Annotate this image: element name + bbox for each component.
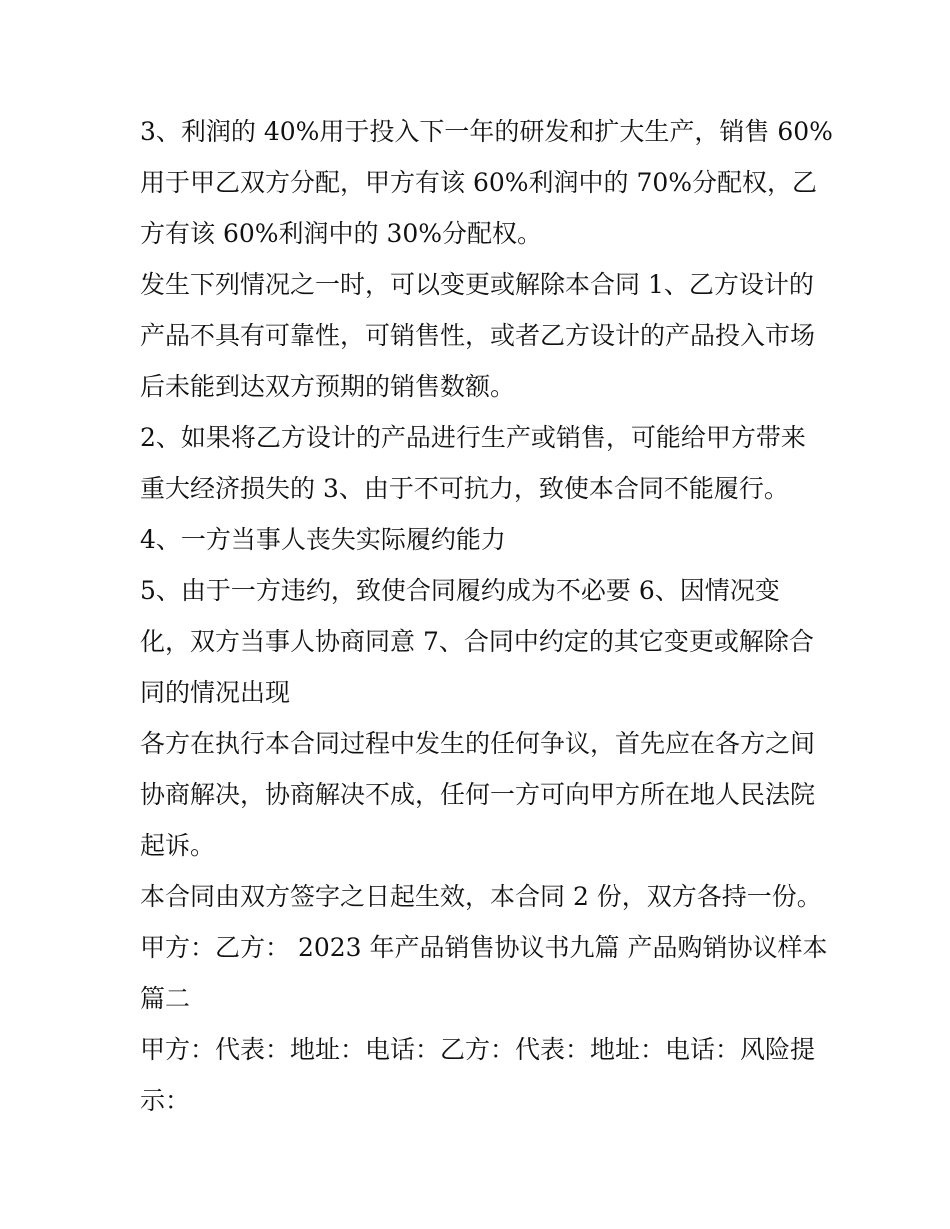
text-line: 本合同由双方签字之日起生效，本合同 2 份，双方各持一份。 [140, 882, 822, 911]
text-line: 后未能到达双方预期的销售数额。 [140, 372, 516, 401]
text-line: 同的情况出现 [140, 678, 291, 707]
document-body [140, 106, 833, 1126]
text-line: 各方在执行本合同过程中发生的任何争议，首先应在各方之间 [140, 729, 816, 758]
text-line: 5、由于一方违约，致使合同履约成为不必要 6、因情况变 [140, 576, 780, 605]
text-line: 重大经济损失的 3、由于不可抗力，致使本合同不能履行。 [140, 474, 789, 503]
text-line: 协商解决，协商解决不成，任何一方可向甲方所在地人民法院 [140, 780, 816, 809]
text-line: 甲方：代表：地址：电话：乙方：代表：地址：电话：风险提 [140, 1035, 816, 1064]
text-line: 篇二 [140, 984, 191, 1013]
text-line: 化，双方当事人协商同意 7、合同中约定的其它变更或解除合 [140, 627, 814, 656]
text-line: 2、如果将乙方设计的产品进行生产或销售，可能给甲方带来 [140, 423, 806, 452]
text-line: 用于甲乙双方分配，甲方有该 60%利润中的 70%分配权，乙 [140, 168, 818, 197]
text-line: 4、一方当事人丧失实际履约能力 [140, 525, 506, 554]
text-line: 3、利润的 40%用于投入下一年的研发和扩大生产，销售 60% [140, 117, 833, 146]
text-line: 方有该 60%利润中的 30%分配权。 [140, 219, 543, 248]
text-line: 发生下列情况之一时，可以变更或解除本合同 1、乙方设计的 [140, 270, 814, 299]
text-line: 甲方：乙方： 2023 年产品销售协议书九篇 产品购销协议样本 [140, 933, 828, 962]
text-line: 起诉。 [140, 831, 216, 860]
text-line: 示： [140, 1086, 191, 1115]
text-line: 产品不具有可靠性，可销售性，或者乙方设计的产品投入市场 [140, 321, 816, 350]
